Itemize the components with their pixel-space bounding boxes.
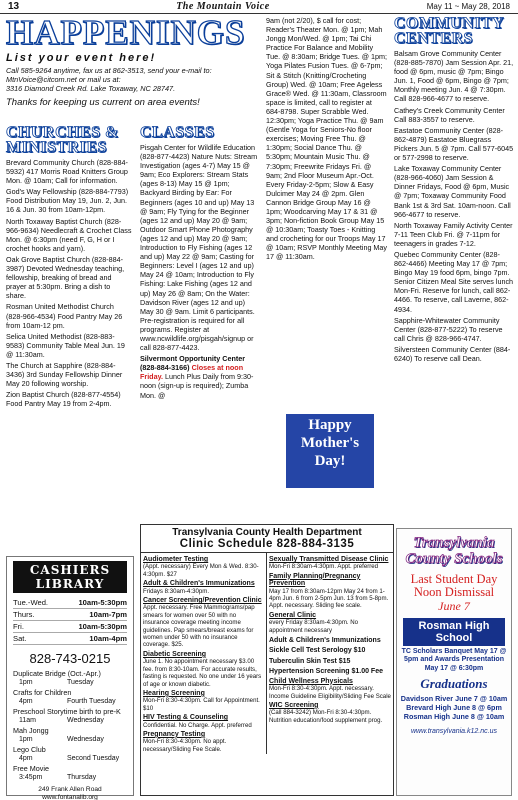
scholars-banquet: TC Scholars Banquet May 17 @ 5pm and Awards Presentation May 17 @ 6:30pm xyxy=(401,648,507,672)
clinic-heading: Audiometer Testing xyxy=(143,556,209,563)
church-item: North Toxaway Baptist Church (828-966-9634) Needlecraft & Crochet Class Mon. @ 6:30pm (need F, G, H or I crochet hooks and yarn). xyxy=(6,216,132,253)
hours-time: 10am-5:30pm xyxy=(78,598,127,607)
hours-day: Thurs. xyxy=(13,610,35,619)
clinic-detail: Mon-Fri 8:30-4:30pm. Call for Appointment. $10 xyxy=(143,697,260,712)
classes-heading: CLASSES xyxy=(140,124,215,141)
mailing-address: 3316 Diamond Creek Rd. Lake Toxaway, NC 28747. xyxy=(6,84,176,93)
event-when: Fourth Tuesday xyxy=(67,698,116,705)
library-address: 249 Frank Allen Road xyxy=(38,786,102,793)
library-event-name: Preschool Storytime birth to pre-K xyxy=(13,707,121,716)
thanks-text: Thanks for keeping us current on area events! xyxy=(6,97,200,108)
library-event xyxy=(13,735,127,744)
event-time: 1pm xyxy=(19,679,33,686)
library-event xyxy=(13,697,127,706)
clinic-heading: General Clinic xyxy=(269,611,317,619)
library-event-name: Lego Club xyxy=(13,745,46,754)
library-event-name: Free Movie xyxy=(13,764,49,773)
library-event xyxy=(13,754,127,763)
health-right-column xyxy=(267,553,393,754)
silvermont-continued-column xyxy=(266,16,388,264)
silvermont-schedule: 9am (not 2/20), $ call for cost; Reader's Theater Mon. @ 1pm; Mah Jongg Mon/Wed. @ 1pm; Tai Chi Practice For Balance and Mobility Tue. @ 8:30am; Bridge Tues. @ 1pm; Yoga Pilates Fusion Tues. @ 6-7pm; Sit & Stitch (Knitting/Crocheting Group) Wed. @ 10am; Free Ageless Grace® Wed. @ 11:30am, Classroom space is limited, call to register at 684-8798. Super Scrabble Wed. 12:30pm; Yoga Practice Thu. @ 9am (Gentle Yoga for Seniors-No floor exercises; Moving Free Thu. @ 1:30pm; Social Dance Thu. @ 5:30pm; Mountain Music Thu. @ 7:30pm; Freewrite Fridays Fri. @ 9am; 2nd Floor Museum Apr.-Oct. Every Friday-2-5pm; Slow & Easy Dulcimer May 24 @ 2pm. Glen Cannon Bridge Group May 16 @ 1pm; Woodcarving May 17 & 31 @ 3pm; Non-fiction Book Group May 15 @ 10:30am; Toasty Toes - Knitting and crocheting for our Troops May 17 @ 10am; RSVP Monthly Meeting May 17 @ 11:30am. xyxy=(266,16,388,262)
hours-day: Sat. xyxy=(13,634,27,643)
community-item: Sapphire-Whitewater Community Center (828-877-5222) To reserve call Chris @ 828-966-4747. xyxy=(394,315,503,343)
clinic-heading: Cancer Screening/Prevention Clinic xyxy=(143,597,262,605)
clinic-heading: Family Planning/Pregnancy Prevention xyxy=(269,572,361,588)
library-event xyxy=(13,678,127,687)
clinic-detail: Mon-Fri 8:30-4:30pm. Appt. necessary. Income Guideline Eligibility/Sliding Fee Scale xyxy=(269,685,391,700)
clinic-heading: Sexually Transmitted Disease Clinic xyxy=(269,556,389,563)
schools-title: Transylvania County Schools xyxy=(405,535,503,567)
clinic-heading: Diabetic Screening xyxy=(143,650,207,658)
community-item: Lake Toxaway Community Center (828-966-4060) Jam Session & Dinner Fridays, Food @ 6pm, Music @ 7pm; Toxaway Community Food Bank 1st & 3rd Sat. 10am-noon. Call 966-4677 to reserve. xyxy=(394,164,511,219)
clinic-detail: Fridays 8:30am-4:30pm. xyxy=(143,587,210,595)
clinic-detail: Appt. necessary. Free Mammograms/pap smears for women over 50 with no insurance coverage meeting income guidelines. Pap smears/breast exams for women under 50 with no insurance coverage. $25. xyxy=(143,604,255,649)
event-when: Wednesday xyxy=(67,736,104,743)
transylvania-schools-ad xyxy=(396,528,512,796)
clinic-heading: Child Wellness Physicals xyxy=(269,677,353,685)
hours-day: Tue.-Wed. xyxy=(13,598,49,607)
library-phone: 828-743-0215 xyxy=(29,651,111,666)
churches-column xyxy=(6,125,132,410)
health-department-schedule xyxy=(140,524,394,796)
pisgah-center-listing: Pisgah Center for Wildlife Education (828-877-4423) Nature Nuts: Stream Investigation (ages 4-7) May 15 @ 9am; Eco Explorers: Stream Stats (ages 8-13) May 15 @ 1pm; Backyard Birding by Ear: For Beginners (ages 10 and up) May 13 @ 9am; Fly Tying for the Beginner (ages 12 and up) May 20 @ 9am; Outdoor Smart Phone Photography (ages 12 and up) May 20 @ 9am; Introduction to Fly Fishing (ages 12 and up) May 22 @ 9am; Casting for Beginners: Level I (ages 12 and up) May 24 @ 10am; Introduction to Fly Fishing: Lake Fishing (ages 12 and up) May 26 @ 8am; On the Water: Davidson River (ages 12 and up) May 30 @ 9am. Limit 6 participants. Pre-registration is required for all programs. Register at www.ncwildlife.org/pisgah/signup or call 828-877-4423. xyxy=(140,143,258,353)
graduation-date: Brevard High June 8 @ 6pm xyxy=(406,703,502,713)
list-your-event: List your event here! xyxy=(6,52,157,64)
clinic-detail: Mon-Fri 8:30-4:30pm. No appt. necessary/Sliding Fee Scale. xyxy=(143,738,227,753)
community-item: Quebec Community Center (828-862-4466) Meeting May 17 @ 7pm; Bingo May 19 food 6pm, bingo 7pm. Senior Citizen Meal Site serves lunch Mon-Fri. Reserve for lunch, call 862-4466. To reserve, call Laverne, 862-4934. xyxy=(394,249,514,314)
church-item: Zion Baptist Church (828-877-4554) Food Pantry May 19 from 2-4pm. xyxy=(6,390,121,409)
library-event xyxy=(13,773,127,782)
community-item: North Toxaway Family Activity Center 7-11 Teen Club Fri. @ 7-11pm for teenagers in grades 7-12. xyxy=(394,220,513,248)
schools-website: www.transylvania.k12.nc.us xyxy=(411,728,497,736)
last-student-day: Last Student Day Noon Dismissal xyxy=(410,572,498,599)
clinic-detail: Mon-Fri 8:30am-4:30pm. Appt. preferred xyxy=(269,563,379,571)
clinic-detail: May 17 from 8:30am-12pm May 24 from 1-4pm Jun. 6 from 2-5pm Jun. 13 from 5-8pm. Appt. necessary. Sliding fee scale. xyxy=(269,587,389,610)
clinic-heading: Hypertension Screening $1.00 Fee xyxy=(269,668,383,676)
church-item: Selica United Methodist (828-883-9583) Community Table Meal Jun. 19 @ 11:30am. xyxy=(6,331,125,359)
silvermont-heading: Silvermont Opportunity Center (828-884-3166) xyxy=(140,354,246,373)
cashiers-library-ad xyxy=(6,556,134,800)
library-hours-row xyxy=(13,609,127,621)
library-hours-row xyxy=(13,597,127,609)
page-number: 13 xyxy=(8,1,20,12)
event-when: Tuesday xyxy=(67,679,94,686)
community-item: Cathey's Creek Community Center Call 883-3557 to reserve. xyxy=(394,105,505,124)
library-footer xyxy=(13,786,127,800)
contact-info xyxy=(6,66,260,93)
call-text: Call 585-9264 anytime, fax us at 862-3513, send your e-mail to: MtnVoice@citcom.net or mail us at: xyxy=(6,66,212,84)
library-event-name: Crafts for Children xyxy=(13,688,72,697)
library-hours-row xyxy=(13,621,127,633)
community-item: Silversteen Community Center (884-6240) To reserve call Dean. xyxy=(394,344,511,363)
clinic-detail: every Friday 8:30am-4:30pm. No appointment necessary xyxy=(269,619,359,634)
classes-column xyxy=(140,125,258,402)
library-title: CASHIERS LIBRARY xyxy=(13,561,127,593)
event-time: 4pm xyxy=(19,755,33,762)
event-time: 4pm xyxy=(19,698,33,705)
clinic-heading: Hearing Screening xyxy=(143,689,205,697)
closes-notice: Closes at noon Friday. xyxy=(140,363,244,382)
church-item: Rosman United Methodist Church (828-966-4534) Food Pantry May 26 from 10am-12 pm. xyxy=(6,302,123,330)
happenings-banner xyxy=(6,13,260,108)
graduation-date: Davidson River June 7 @ 10am xyxy=(400,694,508,704)
issue-date: May 11 ~ May 28, 2018 xyxy=(426,2,510,11)
event-when: Thursday xyxy=(67,774,97,781)
event-time: 3:45pm xyxy=(19,774,43,781)
lunch-plus: Lunch Plus Daily from 9:30-noon (sign-up is required); Zumba Mon. @ xyxy=(140,372,254,400)
library-event-name: Duplicate Bridge (Oct.-Apr.) xyxy=(13,669,101,678)
clinic-detail: Confidential. No Charge. Appt. preferred xyxy=(143,721,252,729)
hours-time: 10am-5:30pm xyxy=(78,622,127,631)
church-item: Oak Grove Baptist Church (828-884-3987) Devoted Wednesday teaching, fellowship, breaking of bread and prayer at 5:30pm. Bring a dish to share. xyxy=(6,254,125,301)
page-header xyxy=(0,0,518,14)
rosman-high-banner: Rosman High School xyxy=(403,618,505,646)
clinic-heading: Adult & Children's Immunizations xyxy=(143,580,255,588)
clinic-detail: June 1. No appointment necessary $3.00 fee. from 8:30-10am. For accurate results, fasting is requested. No one under 16 years of age or known diabetic. xyxy=(143,658,262,688)
church-item: Brevard Community Church (828-884-5932) 417 Morris Road Knitters Group Mon. @ 10am; Call for information. xyxy=(6,158,128,186)
library-event-name: Mah Jongg xyxy=(13,726,49,735)
clinic-detail: (Appt. necessary) Every Mon & Wed. 8:30-4:30pm. $27 xyxy=(143,563,259,578)
mothers-day-text: Happy Mother's Day! xyxy=(300,417,360,469)
masthead: The Mountain Voice xyxy=(176,1,270,12)
health-title: Transylvania County Health Department xyxy=(172,527,362,538)
clinic-heading: Sickle Cell Test Serology $10 xyxy=(269,647,366,655)
event-when: Wednesday xyxy=(67,717,104,724)
clinic-heading: Tuberculin Skin Test $15 xyxy=(269,657,351,665)
clinic-heading: WIC Screening xyxy=(269,701,319,709)
graduations-heading: Graduations xyxy=(420,676,488,692)
clinic-heading: Pregnancy Testing xyxy=(143,730,206,738)
graduation-date: Rosman High June 8 @ 10am xyxy=(403,712,505,722)
hours-time: 10am-7pm xyxy=(89,610,127,619)
library-website: www.fontanalib.org xyxy=(42,794,98,800)
health-left-column xyxy=(141,553,267,754)
hours-day: Fri. xyxy=(13,622,24,631)
church-item: The Church at Sapphire (828-884-3436) 3rd Sunday Fellowship Dinner May 20 following worship. xyxy=(6,360,123,389)
event-time: 1pm xyxy=(19,736,33,743)
community-heading: COMMUNITY CENTERS xyxy=(394,15,504,47)
health-subtitle: Clinic Schedule 828-884-3135 xyxy=(141,538,393,553)
hours-time: 10am-4pm xyxy=(89,634,127,643)
clinic-detail: (Call 884-3242) Mon-Fri 8:30-4:30pm. Nutrition education/food supplement prog. xyxy=(269,709,383,724)
event-time: 11am xyxy=(19,717,36,724)
community-item: Balsam Grove Community Center (828-885-7870) Jam Session Apr. 21, food @ 6pm, music @ 7pm; Bingo Jun. 1, Food @ 6pm, Bingo @ 7pm; Monthly meeting Jun. 4 @ 7:30pm. Call 828-966-4677 to reserve. xyxy=(394,49,514,104)
last-day-date: June 7 xyxy=(438,599,470,613)
event-when: Second Tuesday xyxy=(67,755,120,762)
library-hours-row xyxy=(13,633,127,645)
library-event xyxy=(13,716,127,725)
clinic-heading: Adult & Children's Immunizations xyxy=(269,637,381,645)
churches-heading: CHURCHES & MINISTRIES xyxy=(6,124,120,156)
church-item: God's Way Fellowship (828-884-7793) Food Distribution May 19, Jun. 2, Jun. 16 & Jun. 30 from 10am-12pm. xyxy=(6,187,129,215)
community-centers-column xyxy=(394,16,514,365)
happenings-title: HAPPENINGS xyxy=(6,13,246,52)
community-item: Eastatoe Community Center (828-862-4879) Eastatoe Bluegrass Pickers Jun. 5 @ 7pm. Call 577-6045 or 577-2998 to reserve. xyxy=(394,125,514,163)
mothers-day-ad xyxy=(286,414,374,488)
clinic-heading: HIV Testing & Counseling xyxy=(143,714,229,722)
